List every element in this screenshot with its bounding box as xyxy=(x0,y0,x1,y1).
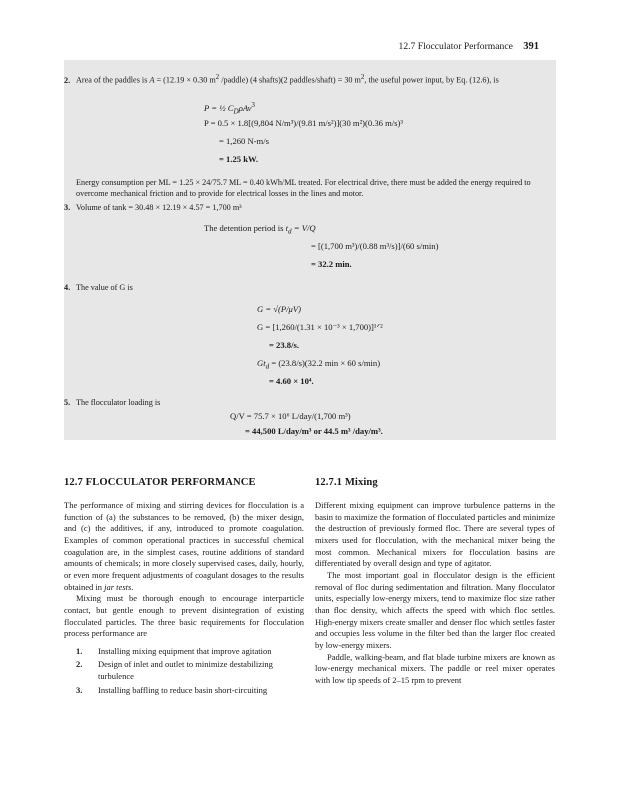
step-text: Volume of tank = 30.48 × 12.19 × 4.57 = 1,700 m³ xyxy=(76,203,242,212)
step-text: The value of G is xyxy=(76,283,133,292)
paragraph: Different mixing equipment can improve turbulence patterns in the basin to maximize the formation of flocculated particles and minimize the destruction of previously formed floc. There are several types of mixers used for flocculation, with the mechanical mixer being the most common. Mechanical mixers for flocculation basins are differentiated by overall design and type of agitator. xyxy=(315,500,555,569)
equation-gtd: $Gt_d = (23.8/s)(32.2$ min × 60 s/min) xyxy=(257,358,381,371)
right-column xyxy=(315,477,555,687)
example-box xyxy=(64,60,556,440)
paragraph: The most important goal in flocculator design is the efficient removal of floc during sedimentation and filtration. Many flocculator units, especially low-energy mixers, tend to maximize floc size rather than floc density, which affects the speed with which floc settles. High-energy mixers create smaller and denser floc which settles faster and occupies less volume in the filter bed than the larger floc created by low-energy mixers. xyxy=(315,569,555,650)
requirements-list xyxy=(64,646,304,696)
paragraph: Mixing must be thorough enough to encourage interparticle contact, but gentle enough to prevent disintegration of existing flocculated particles. The three basic requirements for flocculation process performance are xyxy=(64,593,304,639)
step-text: /paddle) (4 shafts)(2 paddles/shaft) = 30 m xyxy=(219,75,361,85)
step-text: Area of the paddles is xyxy=(76,75,150,85)
equation-loading: Q/V = 75.7 × 10⁶ L/day/(1,700 m³) xyxy=(230,411,351,421)
energy-consumption-text: Energy consumption per ML = 1.25 × 24/75.7 ML = 0.40 kWh/ML treated. For electrical drive, there must be added the energy required to overcome mechanical friction and to provide for electrical losses in the lines and motor. xyxy=(76,178,531,198)
step-text: = (12.19 × 0.30 m xyxy=(154,75,216,85)
step-number: 2. xyxy=(64,75,71,85)
section-heading: 12.7 FLOCCULATOR PERFORMANCE xyxy=(64,477,256,488)
equation-detention-value: = [(1,700 m³)/(0.88 m³/s)]/(60 s/min) xyxy=(311,241,439,251)
step-3 xyxy=(64,202,242,213)
list-item: 3. Installing baffling to reduce basin short-circuiting xyxy=(76,684,268,695)
equation-g-value: G = [1,260/(1.31 × 10⁻³ × 1,700)]¹ᐟ² xyxy=(257,322,383,332)
step-text: The flocculator loading is xyxy=(76,398,161,407)
page-number: 391 xyxy=(523,41,539,52)
list-item: 1. Installing mixing equipment that improve agitation xyxy=(76,645,272,656)
equation-power-kw: = 1.25 kW. xyxy=(219,154,258,164)
subsection-heading: 12.7.1 Mixing xyxy=(315,477,378,488)
equation-gtd-result: = 4.60 × 10⁴. xyxy=(269,376,314,386)
running-head xyxy=(399,41,539,52)
step-2: 2. Area of the paddles is A = (12.19 × 0.30 $m^2$ /paddle) (4 shafts)(2 paddles/shaft) = 30 $m^2$, the useful power input, by Eq. (12.6), is xyxy=(64,74,499,85)
step-5 xyxy=(64,397,160,408)
step-number: 3. xyxy=(64,203,71,212)
var-a: A xyxy=(149,75,155,85)
step-text: , the useful power input, by Eq. (12.6), is xyxy=(364,75,499,85)
list-item: 2. Design of inlet and outlet to minimize destabilizing turbulence xyxy=(76,659,273,682)
paragraph: Paddle, walking-beam, and flat blade turbine mixers are known as low-energy mechanical mixers. The paddle or reel mixer operates with low tip speeds of 2–15 rpm to prevent xyxy=(315,651,555,685)
left-column xyxy=(64,477,304,698)
step-number: 5. xyxy=(64,398,71,407)
equation-loading-result: = 44,500 L/day/m³ or 44.5 m³ /day/m³. xyxy=(245,426,383,436)
running-head-title: 12.7 Flocculator Performance xyxy=(398,41,513,52)
equation-g-formula: G = √(P/μV) xyxy=(257,304,301,314)
equation-power-value: P = 0.5 × 1.8[(9,804 N/m³)/(9.81 m/s²)](30 m²)(0.36 m/s)³ xyxy=(204,118,403,128)
equation-power-formula: P = ½ $C_D\rho Av^3$ xyxy=(204,101,255,116)
equation-detention: The detention period is $t_d = V/Q$ xyxy=(204,223,316,236)
equation-power-result: = 1,260 N-m/s xyxy=(219,136,269,146)
paragraph: The performance of mixing and stirring devices for flocculation is a function of (a) the substances to be removed, (b) the mixer design, and (c) the additives, if any, introduced to promote coagulation. Examples of common operational practices in successful chemical coagulation are, in the simplest cases, routine additions of standard amounts of chemicals; in more closely supervised cases, daily, hourly, or even more frequent adjustments of coagulant dosages to the results obtained in jar tests. xyxy=(64,500,304,592)
equation-detention-result: = 32.2 min. xyxy=(311,259,352,269)
equation-g-result: = 23.8/s. xyxy=(269,340,299,350)
step-4 xyxy=(64,282,133,293)
step-number: 4. xyxy=(64,283,71,292)
